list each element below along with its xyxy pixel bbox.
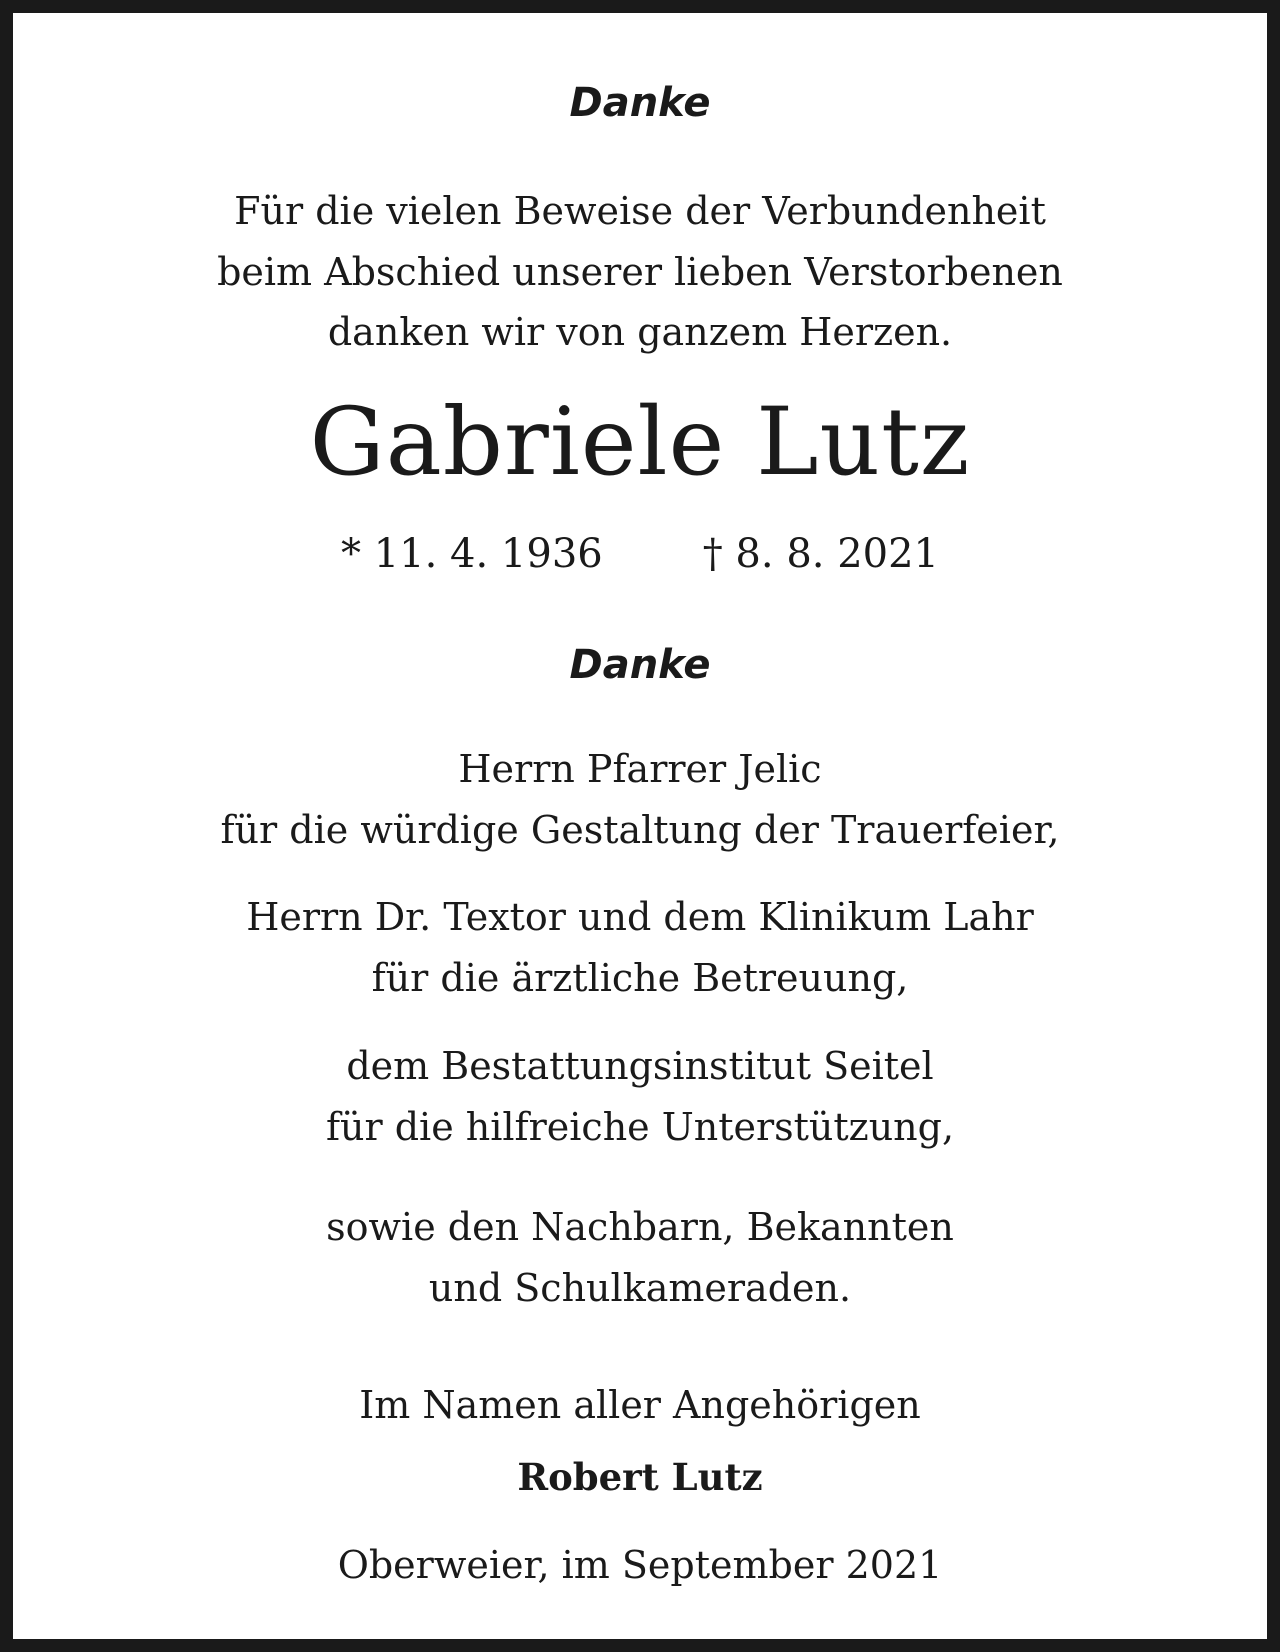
thanks-3-line-1: dem Bestattungsinstitut Seitel — [346, 1044, 934, 1088]
thanks-2-line-1: Herrn Dr. Textor und dem Klinikum Lahr — [246, 895, 1034, 939]
death-date: † 8. 8. 2021 — [702, 531, 939, 577]
thanks-4-line-2: und Schulkameraden. — [428, 1266, 852, 1310]
life-dates — [13, 531, 1267, 577]
thanks-2-line-2: für die ärztliche Betreuung, — [371, 956, 909, 1000]
intro-line-2: beim Abschied unserer lieben Verstorbenen — [217, 250, 1063, 294]
heading-danke-second: Danke — [569, 642, 711, 688]
thanks-3-line-2: für die hilfreiche Unterstützung, — [325, 1105, 955, 1149]
thanks-1-line-1: Herrn Pfarrer Jelic — [458, 747, 822, 791]
intro-line-3: danken wir von ganzem Herzen. — [327, 310, 953, 354]
birth-date: * 11. 4. 1936 — [341, 531, 603, 577]
thanks-1-line-2: für die würdige Gestaltung der Trauerfeier, — [220, 808, 1060, 852]
deceased-name: Gabriele Lutz — [309, 388, 971, 497]
place-and-date: Oberweier, im September 2021 — [337, 1543, 943, 1587]
thanks-4-line-1: sowie den Nachbarn, Bekannten — [326, 1205, 954, 1249]
intro-line-1: Für die vielen Beweise der Verbundenheit — [234, 189, 1046, 233]
signer-name: Robert Lutz — [517, 1455, 763, 1499]
on-behalf-text: Im Namen aller Angehörigen — [359, 1383, 921, 1427]
heading-danke-top: Danke — [569, 80, 711, 126]
